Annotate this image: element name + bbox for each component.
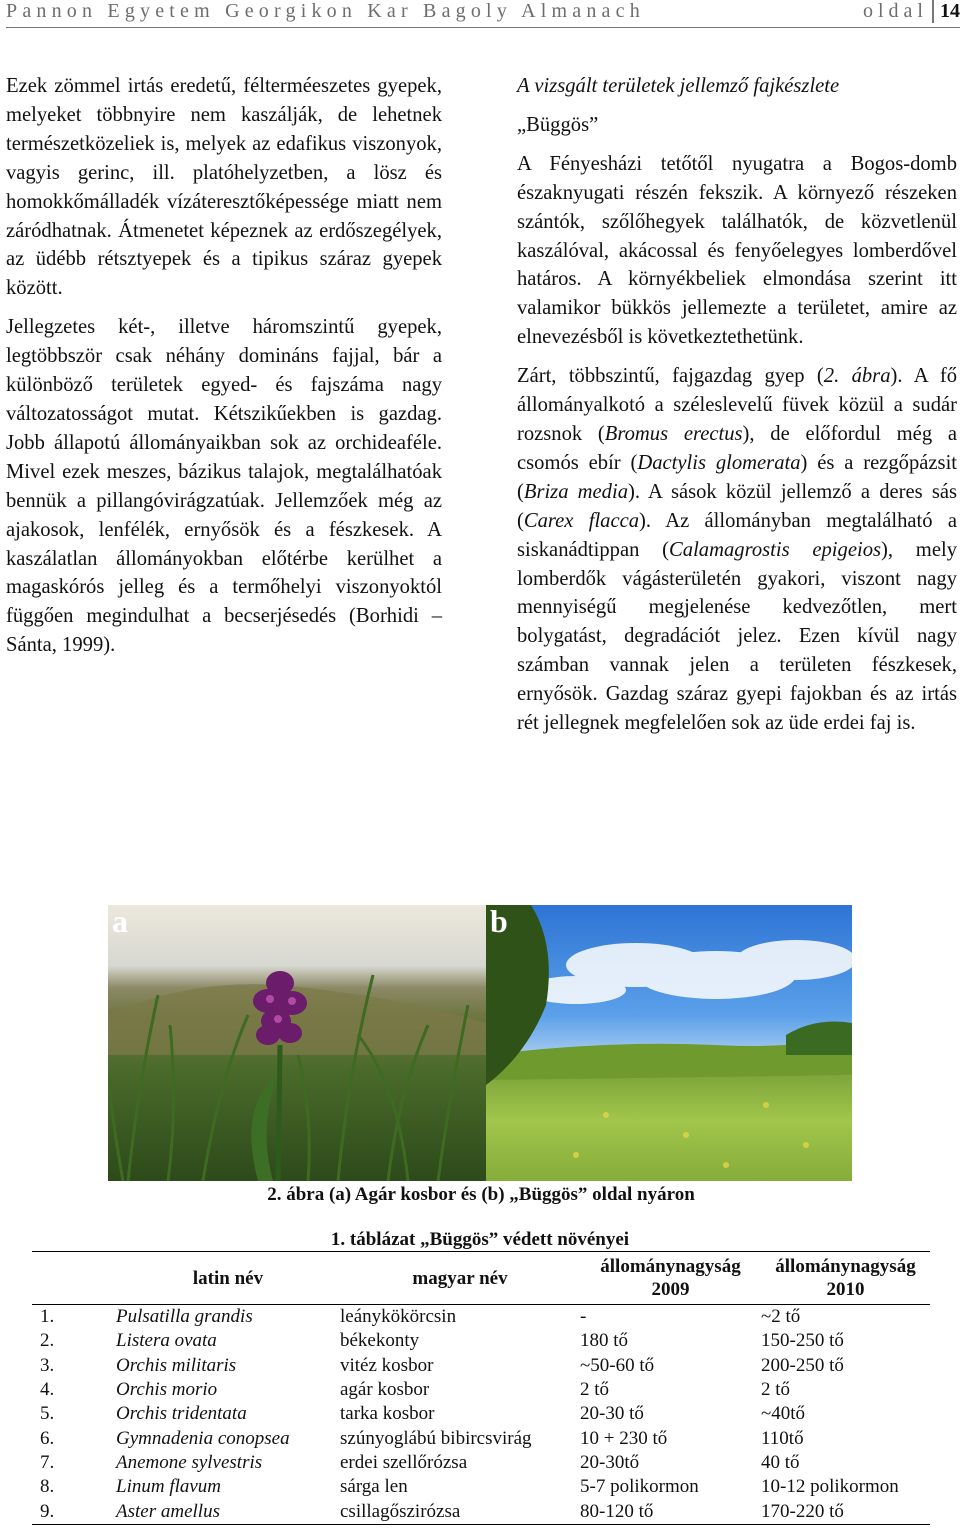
- paragraph: Ezek zömmel irtás eredetű, félterméeszetes gyepek, melyeket többnyire nem kaszálják, de lehetnek természetközeliek is, melyek az edafikus viszonyok, vagyis gerinc, ill. platóhelyzetben, a lösz és homokkőmálladék vízáteresztőképessége miatt nem záródhatnak. Átmenetet képeznek az erdőszegélyek, az üdébb rétsztyepek és a tipikus száraz gyepek között.: [6, 75, 442, 300]
- count-2009: ~50-60 tő: [580, 1354, 655, 1376]
- row-number: 5.: [40, 1403, 55, 1425]
- meadow-illustration: [486, 905, 852, 1181]
- col-hungarian-name: magyar név: [412, 1267, 508, 1289]
- latin-name: Linum flavum: [116, 1476, 222, 1498]
- page-number-label: [863, 0, 960, 23]
- left-column: [6, 72, 442, 670]
- count-2010: ~40tő: [761, 1403, 806, 1425]
- hungarian-name: leánykökörcsin: [340, 1306, 457, 1328]
- count-2010: 110tő: [761, 1427, 804, 1449]
- page-header: [6, 0, 960, 27]
- row-number: 9.: [40, 1500, 55, 1522]
- table-row: [32, 1329, 930, 1353]
- photo-label-b: b: [490, 905, 508, 939]
- hungarian-name: békekonty: [340, 1330, 420, 1352]
- count-2009: 20-30 tő: [580, 1403, 644, 1425]
- protected-plants-table: [32, 1251, 930, 1525]
- row-number: 6.: [40, 1427, 55, 1449]
- latin-name: Listera ovata: [116, 1330, 217, 1352]
- photo-meadow: [486, 905, 852, 1181]
- count-2010: 170-220 tő: [761, 1500, 844, 1522]
- count-2010: 200-250 tő: [761, 1354, 844, 1376]
- count-2009: 10 + 230 tő: [580, 1427, 668, 1449]
- table-title: 1. táblázat „Büggös” védett növényei: [330, 1229, 630, 1250]
- section-title: A vizsgált területek jellemző fajkészlete: [517, 75, 840, 97]
- table-row: [32, 1499, 930, 1524]
- orchid-illustration: [108, 905, 486, 1181]
- table-row: [32, 1426, 930, 1450]
- header-rule: [6, 27, 960, 28]
- page-word: oldal: [863, 0, 928, 22]
- subsection-title: „Büggös”: [517, 113, 599, 136]
- journal-title: Pannon Egyetem Georgikon Kar Bagoly Almanach: [6, 0, 645, 22]
- count-2010: ~2 tő: [761, 1306, 801, 1328]
- count-2009: 20-30tő: [580, 1451, 640, 1473]
- photo-orchid: [108, 905, 486, 1181]
- page-number: 14: [932, 0, 960, 23]
- count-2010: 150-250 tő: [761, 1330, 844, 1352]
- hungarian-name: vitéz kosbor: [340, 1354, 434, 1376]
- latin-name: Anemone sylvestris: [116, 1451, 263, 1473]
- row-number: 2.: [40, 1330, 55, 1352]
- table-row: [32, 1305, 930, 1330]
- table-row: [32, 1451, 930, 1475]
- table-row: [32, 1378, 930, 1402]
- paragraph: Zárt, többszintű, fajgazdag gyep (2. ábra). A fő állományalkotó a széleslevelű füvek közül a sudár rozsnok (Bromus erectus), de előfordul még a csomós ebír (Dactylis glomerata) és a rezgőpázsit (Briza media). A sások közül jellemző a deres sás (Carex flacca). Az állományban megtalálható a siskanádtippan (Calamagrostis epigeios), mely lomberdők vágásterületén gyakori, viszont nagy mennyiségű megjelenése kedvezőtlen, mert bolygatást, degradációt jelez. Ezen kívül nagy számban vannak jelen a területen fészkesek, ernyősök. Gazdag száraz gyepi fajokban és az irtás rét jellegnek megfelelően sok az üde erdei faj is.: [517, 365, 958, 735]
- row-number: 3.: [40, 1354, 55, 1376]
- latin-name: Gymnadenia conopsea: [116, 1427, 290, 1449]
- count-2009: 5-7 polikormon: [580, 1476, 699, 1498]
- row-number: 7.: [40, 1451, 55, 1473]
- count-2009: 180 tő: [580, 1330, 629, 1352]
- hungarian-name: tarka kosbor: [340, 1403, 435, 1425]
- hungarian-name: erdei szellőrózsa: [340, 1451, 468, 1473]
- latin-name: Aster amellus: [116, 1500, 220, 1522]
- count-2009: 2 tő: [580, 1379, 610, 1401]
- hungarian-name: csillagőszirózsa: [340, 1500, 461, 1522]
- count-2010: 2 tő: [761, 1379, 791, 1401]
- latin-name: Pulsatilla grandis: [116, 1306, 253, 1328]
- col-2009: állománynagyság 2009: [600, 1256, 741, 1300]
- table-row: [32, 1475, 930, 1499]
- latin-name: Orchis tridentata: [116, 1403, 247, 1425]
- col-2010: állománynagyság 2010: [775, 1256, 916, 1300]
- col-latin-name: latin név: [192, 1267, 264, 1289]
- table-header-row: [32, 1252, 930, 1305]
- paragraph: Jellegzetes két-, illetve háromszintű gyepek, legtöbbször csak néhány domináns fajjal, bár a különböző területek egyed- és fajszáma nagy változatosságot mutat. Kétszikűekben is gazdag. Jobb állapotú állományaikban sok az orchideaféle. Mivel ezek meszes, bázikus talajok, megtalálhatóak bennük a pillangóvirágzatúak. Jellemzőek még az ajakosok, lenfélék, ernyősök és a fészkesek. A kaszálatlan állományokban előtérbe kerülhet a magaskórós jelleg és a termőhelyi viszonyoktól függően megindulhat a becserjésedés (Borhidi – Sánta, 1999).: [6, 316, 442, 657]
- count-2009: -: [580, 1306, 587, 1328]
- right-column: [517, 72, 957, 748]
- table-row: [32, 1402, 930, 1426]
- latin-name: Orchis morio: [116, 1379, 218, 1401]
- latin-name: Orchis militaris: [116, 1354, 237, 1376]
- row-number: 1.: [40, 1306, 55, 1328]
- photo-label-a: a: [112, 905, 128, 939]
- hungarian-name: agár kosbor: [340, 1379, 430, 1401]
- table-row: [32, 1354, 930, 1378]
- row-number: 8.: [40, 1476, 55, 1498]
- hungarian-name: szúnyoglábú bibircsvirág: [340, 1427, 532, 1449]
- hungarian-name: sárga len: [340, 1476, 408, 1498]
- count-2010: 10-12 polikormon: [761, 1476, 899, 1498]
- count-2010: 40 tő: [761, 1451, 800, 1473]
- count-2009: 80-120 tő: [580, 1500, 654, 1522]
- paragraph: A Fényesházi tetőtől nyugatra a Bogos-domb északnyugati részén fekszik. A környező részeken szántók, szőlőhegyek találhatók, de közvetlenül kaszálóval, akácossal és fenyőelegyes lomberdővel határos. A környékbeliek elmondása szerint itt valamikor bükkös jellemezte a területet, amire az elnevezésből is következtethetünk.: [517, 152, 957, 349]
- row-number: 4.: [40, 1379, 55, 1401]
- figure-caption: 2. ábra (a) Agár kosbor és (b) „Büggös” oldal nyáron: [267, 1184, 695, 1205]
